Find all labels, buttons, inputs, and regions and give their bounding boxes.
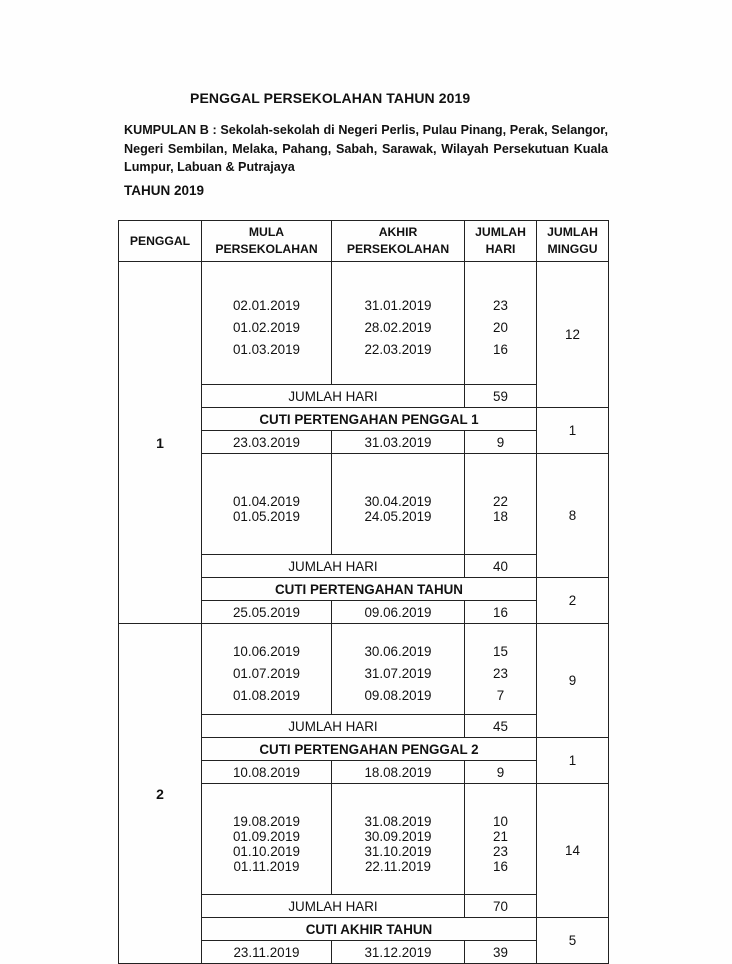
school-calendar-table [118, 220, 609, 964]
minggu-value: 5 [537, 918, 609, 964]
header-jumlah-hari: JUMLAH HARI [465, 221, 537, 262]
table-row [119, 624, 609, 715]
minggu-value: 14 [537, 784, 609, 918]
cuti-hari: 39 [465, 941, 537, 964]
minggu-value: 2 [537, 578, 609, 624]
mula-dates: 10.06.2019 01.07.2019 01.08.2019 [202, 624, 332, 715]
akhir-dates: 31.01.2019 28.02.2019 22.03.2019 [332, 262, 465, 385]
mula-dates: 19.08.2019 01.09.2019 01.10.2019 01.11.2019 [202, 784, 332, 895]
cuti-mula: 23.11.2019 [202, 941, 332, 964]
group-description: KUMPULAN B : Sekolah-sekolah di Negeri Perlis, Pulau Pinang, Perak, Selangor, Negeri Sembilan, Melaka, Pahang, Sabah, Sarawak, Wilayah Persekutuan Kuala Lumpur, Labuan & Putrajaya [124, 123, 608, 174]
akhir-dates: 30.04.2019 24.05.2019 [332, 454, 465, 555]
mula-dates: 02.01.2019 01.02.2019 01.03.2019 [202, 262, 332, 385]
akhir-dates: 30.06.2019 31.07.2019 09.08.2019 [332, 624, 465, 715]
cuti-title: CUTI PERTENGAHAN TAHUN [202, 578, 537, 601]
cuti-akhir: 31.03.2019 [332, 431, 465, 454]
header-penggal: PENGGAL [119, 221, 202, 262]
jumlah-hari-total: 70 [465, 895, 537, 918]
jumlah-hari-label: JUMLAH HARI [202, 715, 465, 738]
cuti-mula: 23.03.2019 [202, 431, 332, 454]
cuti-akhir: 31.12.2019 [332, 941, 465, 964]
table-header-row [119, 221, 609, 262]
penggal-1-cell: 1 [119, 262, 202, 624]
cuti-akhir: 09.06.2019 [332, 601, 465, 624]
jumlah-hari-label: JUMLAH HARI [202, 895, 465, 918]
cuti-akhir: 18.08.2019 [332, 761, 465, 784]
cuti-title: CUTI AKHIR TAHUN [202, 918, 537, 941]
jumlah-hari-total: 59 [465, 385, 537, 408]
jumlah-hari-label: JUMLAH HARI [202, 555, 465, 578]
cuti-mula: 25.05.2019 [202, 601, 332, 624]
cuti-hari: 16 [465, 601, 537, 624]
jumlah-hari-total: 40 [465, 555, 537, 578]
document-title: PENGGAL PERSEKOLAHAN TAHUN 2019 [190, 90, 471, 106]
mula-dates: 01.04.2019 01.05.2019 [202, 454, 332, 555]
minggu-value: 1 [537, 408, 609, 454]
cuti-mula: 10.08.2019 [202, 761, 332, 784]
cuti-hari: 9 [465, 431, 537, 454]
minggu-value: 1 [537, 738, 609, 784]
header-akhir: AKHIR PERSEKOLAHAN [332, 221, 465, 262]
hari-values: 15 23 7 [465, 624, 537, 715]
header-mula: MULA PERSEKOLAHAN [202, 221, 332, 262]
header-jumlah-minggu: JUMLAH MINGGU [537, 221, 609, 262]
minggu-value: 8 [537, 454, 609, 578]
table-row [119, 262, 609, 385]
hari-values: 10 21 23 16 [465, 784, 537, 895]
cuti-hari: 9 [465, 761, 537, 784]
minggu-value: 9 [537, 624, 609, 738]
minggu-value: 12 [537, 262, 609, 408]
akhir-dates: 31.08.2019 30.09.2019 31.10.2019 22.11.2019 [332, 784, 465, 895]
hari-values: 22 18 [465, 454, 537, 555]
jumlah-hari-label: JUMLAH HARI [202, 385, 465, 408]
cuti-title: CUTI PERTENGAHAN PENGGAL 1 [202, 408, 537, 431]
year-heading: TAHUN 2019 [124, 183, 205, 198]
cuti-title: CUTI PERTENGAHAN PENGGAL 2 [202, 738, 537, 761]
hari-values: 23 20 16 [465, 262, 537, 385]
jumlah-hari-total: 45 [465, 715, 537, 738]
penggal-2-cell: 2 [119, 624, 202, 964]
